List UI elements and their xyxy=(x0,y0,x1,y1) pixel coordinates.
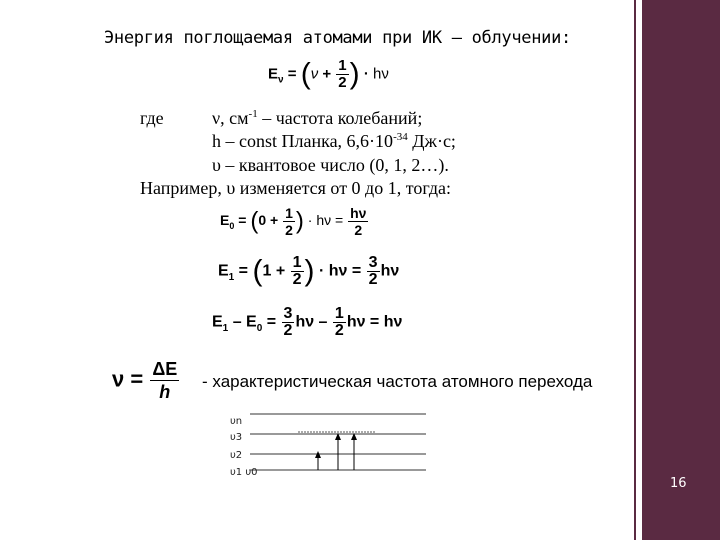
level-label-n: υn xyxy=(230,416,243,427)
slide-sidebar xyxy=(642,0,720,540)
energy-level-diagram xyxy=(230,408,430,483)
where-label: где xyxy=(140,108,164,128)
text-line-1: ν, $см^{-1}$ – частота колебаний; xyxy=(212,108,423,128)
formula-nu: ν = $\frac{\Delta E}{h}$ xyxy=(112,359,178,402)
formula-main: $E_\nu = (\nu$ + $\frac{1}{2}$ ) · hν xyxy=(268,57,389,91)
slide-title: Энергия поглощаемая атомами при ИК – облучении: xyxy=(104,28,571,48)
level-label-1-0: υ1 υ0 xyxy=(230,467,258,478)
page-number: 16 xyxy=(670,476,687,491)
nu-description: - характеристическая частота атомного перехода xyxy=(202,372,593,391)
text-line-2: h – const Планка, $6,6\cdot 10^{-34}$ Дж·с; xyxy=(212,131,456,151)
sidebar-divider-line xyxy=(634,0,636,540)
formula-difference: $E_1 - E_0$ = $\frac{3}{2}$ hν – $\frac{1}{2}$ hν = hν xyxy=(212,305,403,339)
formula-e0: $E_0 = (0$ + $\frac{1}{2}$ ) · hν = $\frac{h\nu}{2}$ xyxy=(220,205,367,238)
text-line-4: Например, υ изменяется от 0 до 1, тогда: xyxy=(140,178,451,198)
level-label-2: υ2 xyxy=(230,450,243,461)
text-line-3: υ – квантовое число (0, 1, 2…). xyxy=(212,155,449,175)
formula-e1: $E_1 = (1$ + $\frac{1}{2}$ ) · hν = $\frac{3}{2}$ hν xyxy=(218,254,400,288)
level-label-3: υ3 xyxy=(230,432,243,443)
